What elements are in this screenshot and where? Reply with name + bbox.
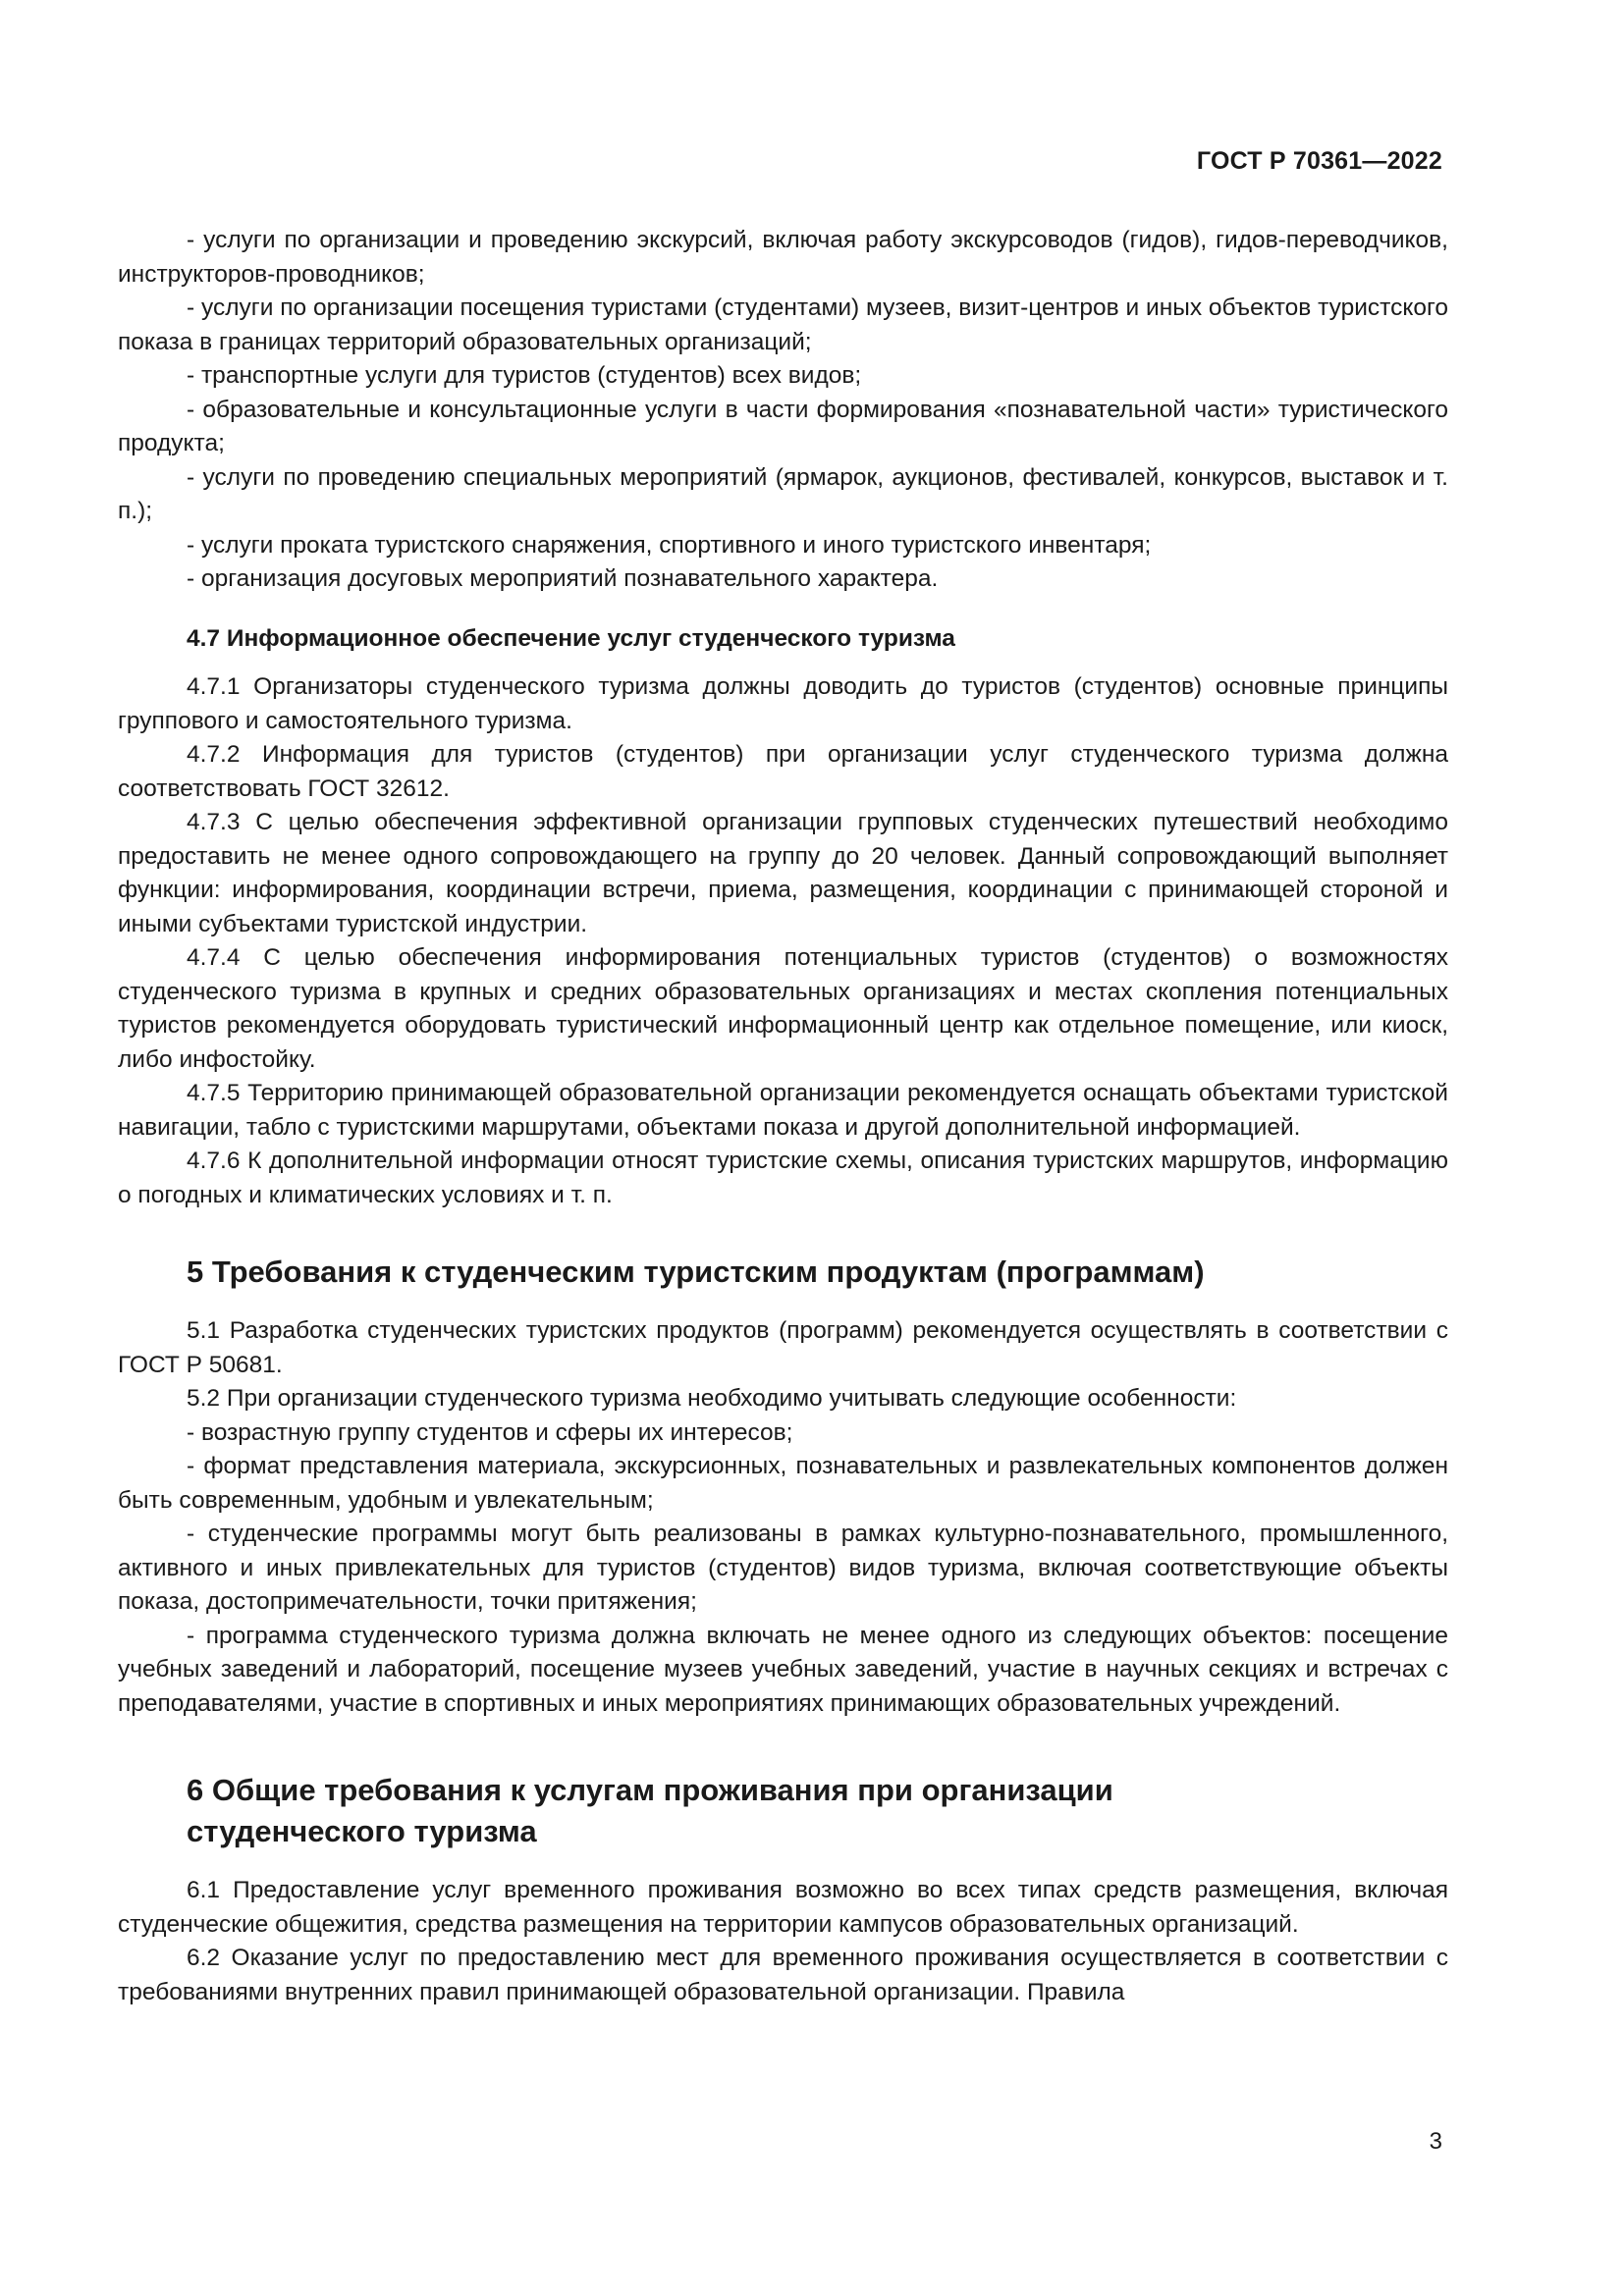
section-5	[118, 1252, 1448, 1721]
list-item: - услуги по организации и проведению экскурсий, включая работу экскурсоводов (гидов), гидов-переводчиков, инструкторов-проводников;	[118, 227, 1448, 288]
document-code: ГОСТ Р 70361—2022	[1196, 147, 1442, 175]
section-heading-5: 5 Требования к студенческим туристским продуктам (программам)	[187, 1255, 1205, 1289]
page-body	[118, 224, 1448, 2009]
paragraph-6-1: 6.1 Предоставление услуг временного проживания возможно во всех типах средств размещения, включая студенческие общежития, средства размещения на территории кампусов образовательных организаций.	[118, 1877, 1448, 1938]
paragraph-6-2: 6.2 Оказание услуг по предоставлению мест для временного проживания осуществляется в соответствии с требованиями внутренних правил принимающей образовательной организации. Правила	[118, 1945, 1448, 2005]
paragraph-4-7-5: 4.7.5 Территорию принимающей образовательной организации рекомендуется оснащать объектами туристской навигации, табло с туристскими маршрутами, объектами показа и другой дополнительной информацией.	[118, 1080, 1448, 1141]
section-6	[118, 1770, 1448, 2009]
list-item: - программа студенческого туризма должна включать не менее одного из следующих объектов: посещение учебных заведений и лабораторий, посещение музеев учебных заведений, участие в научных секциях и встречах с преподавателями, участие в спортивных и иных мероприятиях принимающих образовательных учреждений.	[118, 1622, 1448, 1717]
paragraph-4-7-1: 4.7.1 Организаторы студенческого туризма должны доводить до туристов (студентов) основные принципы группового и самостоятельного туризма.	[118, 673, 1448, 734]
subsection-heading-4-7: 4.7 Информационное обеспечение услуг студенческого туризма	[187, 624, 955, 652]
list-item: - организация досуговых мероприятий познавательного характера.	[187, 565, 939, 592]
paragraph-4-7-2: 4.7.2 Информация для туристов (студентов) при организации услуг студенческого туризма должна соответствовать ГОСТ 32612.	[118, 741, 1448, 802]
list-item: - образовательные и консультационные услуги в части формирования «познавательной части» туристического продукта;	[118, 396, 1448, 456]
list-item: - формат представления материала, экскурсионных, познавательных и развлекательных компонентов должен быть современным, удобным и увлекательным;	[118, 1453, 1448, 1514]
section-heading-6-line2: студенческого туризма	[187, 1814, 537, 1848]
paragraph-4-7-6: 4.7.6 К дополнительной информации относят туристские схемы, описания туристских маршрутов, информацию о погодных и климатических условиях и т. п.	[118, 1148, 1448, 1208]
list-item: - услуги по проведению специальных мероприятий (ярмарок, аукционов, фестивалей, конкурсов, выставок и т. п.);	[118, 463, 1448, 524]
list-item: - возрастную группу студентов и сферы их интересов;	[187, 1418, 793, 1446]
list-item: - услуги по организации посещения туристами (студентами) музеев, визит-центров и иных объектов туристского показа в границах территорий образовательных организаций;	[118, 294, 1448, 355]
services-list	[118, 224, 1448, 597]
list-item: - транспортные услуги для туристов (студентов) всех видов;	[187, 362, 862, 389]
section-heading-6	[187, 1770, 1448, 1852]
section-heading-6-line1: 6 Общие требования к услугам проживания при организации	[187, 1773, 1113, 1807]
page-number: 3	[1429, 2128, 1442, 2155]
paragraph-4-7-3: 4.7.3 С целью обеспечения эффективной организации групповых студенческих путешествий необходимо предоставить не менее одного сопровождающего на группу до 20 человек. Данный сопровождающий выполняет функции: информирования, координации встречи, приема, размещения, координации с принимающей стороной и иными субъектами туристской индустрии.	[118, 809, 1448, 937]
paragraph-5-1: 5.1 Разработка студенческих туристских продуктов (программ) рекомендуется осуществлять в соответствии с ГОСТ Р 50681.	[118, 1317, 1448, 1378]
list-item: - студенческие программы могут быть реализованы в рамках культурно-познавательного, промышленного, активного и иных привлекательных для туристов (студентов) видов туризма, включая соответствующие объекты показа, достопримечательности, точки притяжения;	[118, 1521, 1448, 1615]
list-item: - услуги проката туристского снаряжения, спортивного и иного туристского инвентаря;	[187, 531, 1152, 559]
paragraph-5-2: 5.2 При организации студенческого туризма необходимо учитывать следующие особенности:	[187, 1385, 1237, 1412]
paragraph-4-7-4: 4.7.4 С целью обеспечения информирования потенциальных туристов (студентов) о возможностях студенческого туризма в крупных и средних образовательных организациях и местах скопления потенциальных туристов рекомендуется оборудовать туристический информационный центр как отдельное помещение, или киоск, либо инфостойку.	[118, 944, 1448, 1073]
